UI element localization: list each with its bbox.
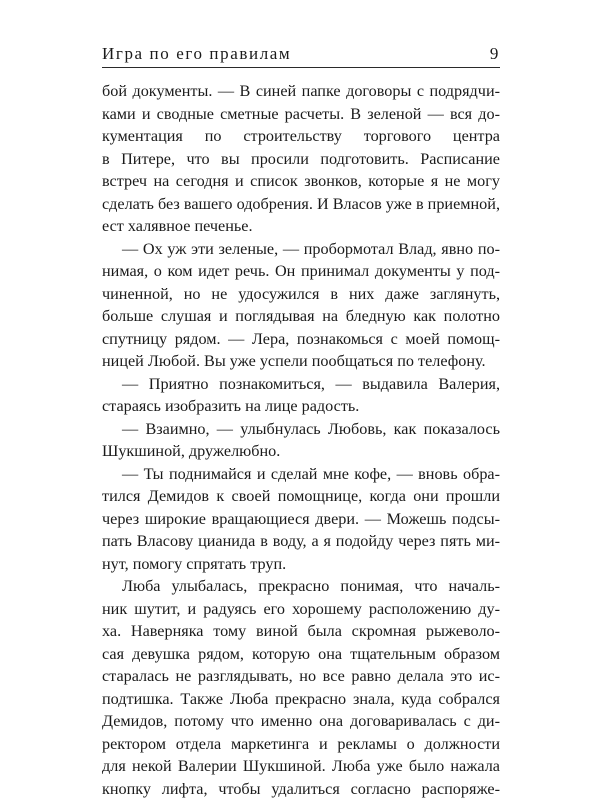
text-line: для некой Валерии Шукшиной. Люба уже было нажала — [102, 755, 500, 778]
running-title: Игра по его правилам — [102, 44, 291, 64]
header-rule — [102, 67, 500, 68]
text-line: в Питере, что вы просили подготовить. Расписание — [102, 148, 500, 171]
text-line: подтишка. Также Люба прекрасно знала, куда собрался — [102, 688, 500, 711]
text-line: стараясь изобразить на лице радость. — [102, 395, 500, 418]
text-line: встреч на сегодня и список звонков, которые я не могу — [102, 170, 500, 193]
text-line: больше слушая и поглядывая на бледную как полотно — [102, 305, 500, 328]
text-line: ками и сводные сметные расчеты. В зеленой — вся до- — [102, 103, 500, 126]
text-line: кументация по строительству торгового центра — [102, 125, 500, 148]
text-line: Люба улыбалась, прекрасно понимая, что началь- — [102, 575, 500, 598]
text-line: Демидов, потому что именно она договаривалась с ди- — [102, 710, 500, 733]
text-line: сделать без вашего одобрения. И Власов уже в приемной, — [102, 193, 500, 216]
text-line: — Ох уж эти зеленые, — пробормотал Влад, явно по- — [102, 238, 500, 261]
text-line: кнопку лифта, чтобы удалиться согласно распоряже- — [102, 778, 500, 800]
text-line: ха. Наверняка тому виной была скромная рыжеволо- — [102, 620, 500, 643]
text-line: Шукшиной, дружелюбно. — [102, 440, 500, 463]
text-line: старалась не разглядывать, но все равно делала это ис- — [102, 665, 500, 688]
text-line: ницей Любой. Вы уже успели пообщаться по телефону. — [102, 350, 500, 373]
text-line: — Взаимно, — улыбнулась Любовь, как показалось — [102, 418, 500, 441]
body-text — [102, 80, 500, 800]
text-line: ректором отдела маркетинга и рекламы о должности — [102, 733, 500, 756]
text-line: ест халявное печенье. — [102, 215, 500, 238]
text-line: — Приятно познакомиться, — выдавила Валерия, — [102, 373, 500, 396]
text-line: тился Демидов к своей помощнице, когда они прошли — [102, 485, 500, 508]
text-line: сая девушка рядом, которую она тщательным образом — [102, 643, 500, 666]
page-number: 9 — [490, 44, 500, 64]
text-line: пать Власову цианида в воду, а я подойду через пять ми- — [102, 530, 500, 553]
text-line: нут, помогу спрятать труп. — [102, 553, 500, 576]
running-header — [102, 36, 500, 64]
text-line: через широкие вращающиеся двери. — Можешь подсы- — [102, 508, 500, 531]
text-line: бой документы. — В синей папке договоры с подрядчи- — [102, 80, 500, 103]
text-line: — Ты поднимайся и сделай мне кофе, — вновь обра- — [102, 463, 500, 486]
text-line: нимая, о ком идет речь. Он принимал документы у под- — [102, 260, 500, 283]
text-line: чиненной, но не удосужился в них даже заглянуть, — [102, 283, 500, 306]
text-line: ник шутит, и радуясь его хорошему расположению ду- — [102, 598, 500, 621]
text-line: спутницу рядом. — Лера, познакомься с моей помощ- — [102, 328, 500, 351]
